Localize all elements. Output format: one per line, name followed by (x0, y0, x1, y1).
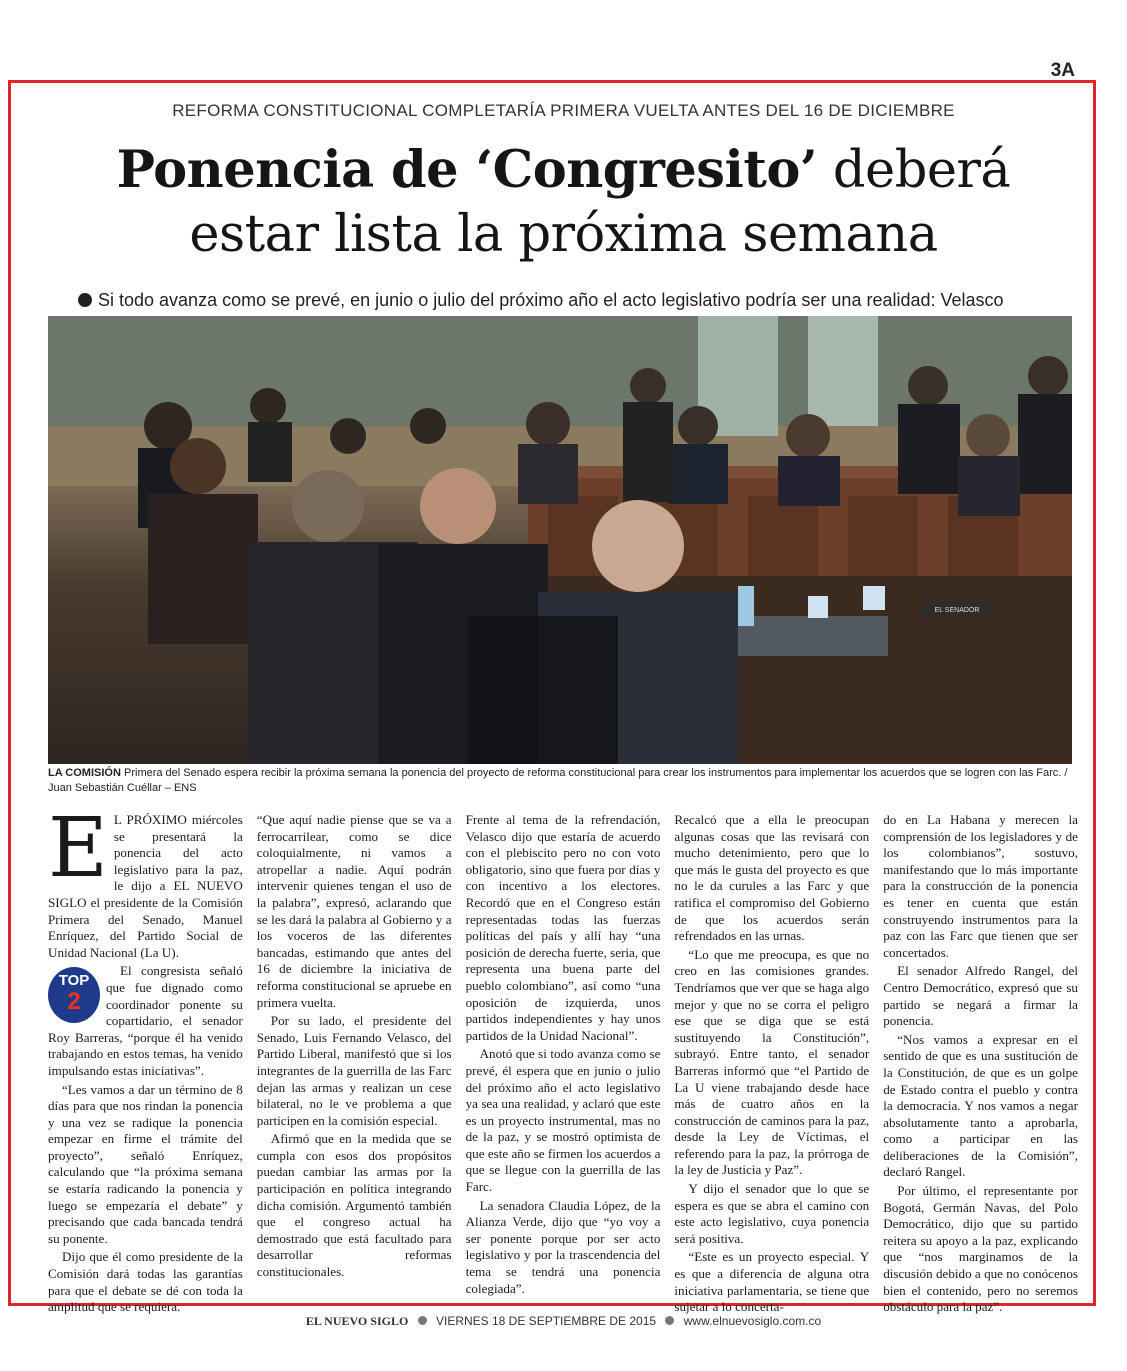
paragraph: Y dijo el senador que lo que se espera es que se abra el camino con este acto legislativo, cuya ponencia será positiva. (674, 1181, 870, 1246)
top2-badge (48, 967, 100, 1023)
article-column-4 (674, 812, 870, 1315)
article-column-1 (48, 801, 243, 1315)
paragraph: L PRÓXIMO miércoles se presentará la ponencia del acto legislativo para la paz, le dijo a EL NUEVO SIGLO el presidente de la Comisión Primera del Senado, Manuel Enríquez, del Partido Social de Unidad Nacional (La U). (48, 812, 243, 960)
footer-brand: EL NUEVO SIGLO (305, 1314, 409, 1328)
badge-top-text: TOP (58, 972, 90, 990)
article-column-2 (257, 812, 452, 1302)
footer-url[interactable]: www.elnuevosiglo.com.co (683, 1314, 822, 1328)
paragraph: Recalcó que a ella le preocupan algunas cosas que las revisará con mucho detenimiento, pero que lo que más le gusta del proyecto es que no le da curules a las Farc y que ratifica el compromiso del Gobierno de que los acuerdos serán refrendados en las urnas. (674, 812, 870, 944)
headline-bold: Ponencia de ‘Congresito’ (116, 140, 818, 200)
paragraph: Anotó que si todo avanza como se prevé, él espera que en junio o julio del próximo año el acto legislativo ya sea una realidad, y aclaró que este es un proyecto instrumental, mas no de la paz, y se mostró optimista de que este año se firmen los acuerdos a que se llegue con la guerrilla de las Farc. (465, 1046, 661, 1195)
article-body (48, 801, 1078, 1315)
paragraph: Frente al tema de la refrendación, Velasco dijo que estaría de acuerdo con el plebiscito pero no con voto obligatorio, sino que fuera por días y con incentivo a los electores. Recordó que en el Congreso están representadas todas las fuerzas políticas del país y allí hay “una posición de derecha fuerte, seria, que representa una buena parte del pueblo colombiano”, así como “una oposición de izquierda, unos partidos independientes y hay unos partidos de la Unidad Nacional”. (465, 812, 661, 1043)
photo-illustration (48, 316, 1072, 764)
paragraph: Dijo que él como presidente de la Comisión dará todas las garantías para que el debate se dé con toda la amplitud que se requiera. (48, 1249, 243, 1315)
headline-rest: deberá (817, 141, 1011, 200)
article-column-5 (883, 812, 1078, 1315)
headline-line2: estar lista la próxima semana (189, 205, 938, 264)
bullet-icon (78, 293, 92, 307)
deck (78, 290, 1078, 311)
paragraph: Afirmó que en la medida que se cumpla con esos dos propósitos puedan cambiar las armas por la participación en política integrando dicha comisión. Argumentó también que el congreso actual ha demostrado que está facultado para desarrollar reformas constitucionales. (256, 1131, 452, 1280)
kicker: REFORMA CONSTITUCIONAL COMPLETARÍA PRIMERA VUELTA ANTES DEL 16 DE DICIEMBRE (172, 101, 955, 120)
paragraph: “Les vamos a dar un término de 8 días para que nos rindan la ponencia y una vez se radique la ponencia empezar en firme el trámite del proyecto”, señaló Enríquez, calculando que “la próxima semana se estaría radicando la ponencia y luego se empezaría el debate” y precisando que cada bancada tendrá su ponente. (48, 1081, 243, 1246)
caption-text: Primera del Senado espera recibir la próxima semana la ponencia del proyecto de reforma constitucional para crear los instrumentos para implementar los acuerdos que se logren con las Farc. / Juan Sebastián Cuéllar – ENS (48, 767, 1068, 794)
paragraph: Por último, el representante por Bogotá, Germán Navas, del Polo Democrático, dijo que su partido reitera su apoyo a la paz, explicando que “nos marginamos de la discusión debido a que no conócenos bien el contenido, pero no seremos obstáculo para la paz”. (883, 1183, 1078, 1315)
badge-number: 2 (67, 987, 81, 1015)
caption-lead: LA COMISIÓN (48, 767, 121, 779)
footer-date: VIERNES 18 DE SEPTIEMBRE DE 2015 (435, 1314, 657, 1328)
paragraph: El congresista señaló que fue dignado como coordinador ponente su copartidario, el senador Roy Barreras, “porque él ha venido trabajando en estos temas, ha venido impulsando estas iniciativas”. (48, 963, 243, 1078)
paragraph: “Este es un proyecto especial. Y es que a diferencia de alguna otra iniciativa parlamentaria, se tiene que sujetar a lo concerta- (674, 1249, 870, 1315)
paragraph: “Lo que me preocupa, es que no creo en las comisiones grandes. Tendríamos que ver que se haga algo mejor y que no se corra el peligro ese que se diga que se está sustituyendo la Constitución”, subrayó. Entre tanto, el senador Barreras informó que “el Partido de La U viene trabajando desde hace más de cuatro años en la construcción de caminos para la paz, desde la Ley de Víctimas, el referendo para la paz, la prórroga de la ley de Justicia y Paz”. (674, 946, 870, 1178)
paragraph: “Que aquí nadie piense que se va a ferrocarrilear, como se dice coloquialmente, ni vamos a atropellar a nadie. Aquí podrán intervenir quienes tengan el uso de la palabra”, expresó, aclarando que se les dará la palabra al Gobierno y a los voceros de las diferentes bancadas, estimando que antes del 16 de diciembre la iniciativa de reforma constitucional se apruebe en primera vuelta. (256, 812, 452, 1010)
paragraph: La senadora Claudia López, de la Alianza Verde, dijo que “yo voy a ser ponente porque por ser acto legislativo y por la trascendencia del tema se tendrá una ponencia colegiada”. (465, 1197, 661, 1296)
photo-placard-text: EL SENADOR (934, 607, 980, 614)
paragraph: El senador Alfredo Rangel, del Centro Democrático, expresó que su partido se negará a firmar la ponencia. (883, 963, 1078, 1029)
bullet-icon (418, 1316, 427, 1325)
headline (0, 138, 1127, 267)
bullet-icon (665, 1316, 674, 1325)
paragraph: “Nos vamos a expresar en el sentido de que es una sustitución de la Constitución, de que es un golpe de Estado contra el pueblo y contra la democracia. Y nos vamos a negar absolutamente tanto a aprobarla, como a participar en las deliberaciones de la Comisión”, declaró Rangel. (883, 1031, 1078, 1180)
main-photo (48, 316, 1072, 764)
paragraph: do en La Habana y merecen la comprensión de los legisladores y de los colombianos”, sostuvo, manifestando que lo más importante para la construcción de la ponencia es tener en cuenta que están construyendo instrumentos para la paz con las Farc que tienen que ser concertados. (883, 812, 1078, 960)
deck-text: Si todo avanza como se prevé, en junio o julio del próximo año el acto legislativo podría ser una realidad: Velasco (98, 290, 1004, 310)
photo-caption (48, 766, 1078, 796)
article-column-3 (466, 812, 661, 1302)
paragraph: Por su lado, el presidente del Senado, Luis Fernando Velasco, del Partido Liberal, manifestó que si los integrantes de la guerrilla de las Farc dejan las armas y realizan un cese bilateral, no le ve problema a que participen en la comisión especial. (256, 1013, 452, 1128)
page-footer (0, 1314, 1127, 1329)
dropcap: E (48, 801, 108, 896)
page-number: 3A (1050, 60, 1075, 81)
